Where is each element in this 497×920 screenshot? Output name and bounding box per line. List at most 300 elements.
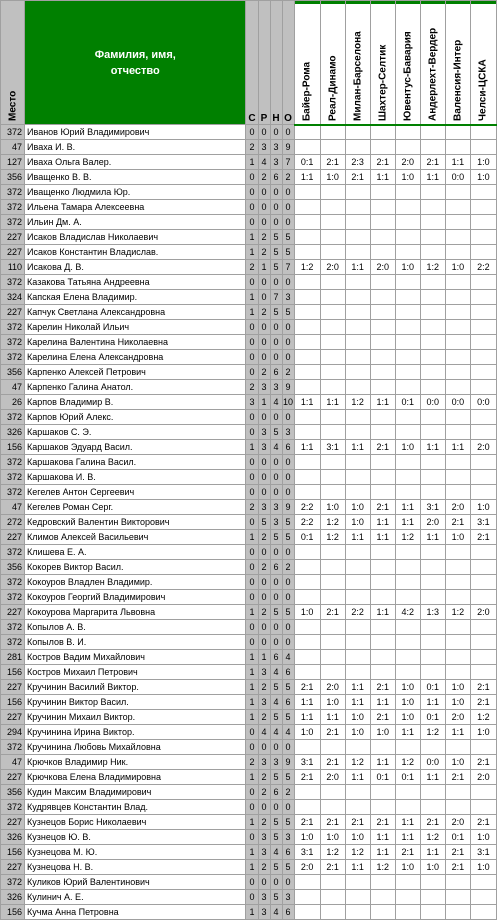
- score-cell: [320, 350, 345, 365]
- score-cell: 1:1: [420, 170, 445, 185]
- score-cell: 1:0: [294, 725, 320, 740]
- stat-cell: 1: [246, 245, 258, 260]
- score-cell: [345, 635, 370, 650]
- place-cell: 372: [1, 125, 25, 140]
- stat-cell: 1: [246, 860, 258, 875]
- stat-cell: 3: [258, 905, 270, 920]
- name-cell: Кегелев Антон Сергеевич: [25, 485, 246, 500]
- score-cell: [420, 620, 445, 635]
- score-cell: [345, 215, 370, 230]
- table-row: [1, 860, 497, 875]
- stat-cell: 6: [282, 440, 294, 455]
- name-cell: Кузнецова Н. В.: [25, 860, 246, 875]
- stat-cell: 5: [282, 860, 294, 875]
- place-cell: 294: [1, 725, 25, 740]
- score-cell: [420, 785, 445, 800]
- score-cell: [395, 455, 420, 470]
- header-accent-bar: [421, 1, 445, 4]
- stat-cell: 5: [270, 530, 282, 545]
- stat-cell: 6: [282, 845, 294, 860]
- score-cell: [420, 665, 445, 680]
- score-cell: 1:2: [370, 860, 395, 875]
- stat-cell: 3: [258, 440, 270, 455]
- stat-cell: 4: [270, 440, 282, 455]
- stat-cell: 4: [270, 395, 282, 410]
- stat-cell: 4: [282, 725, 294, 740]
- score-cell: [420, 365, 445, 380]
- header-stat-3: [282, 1, 294, 125]
- score-cell: 3:1: [470, 515, 496, 530]
- stat-cell: 0: [282, 200, 294, 215]
- stat-cell: 1: [258, 260, 270, 275]
- score-cell: [294, 410, 320, 425]
- score-cell: [345, 740, 370, 755]
- score-cell: [345, 320, 370, 335]
- score-cell: [370, 485, 395, 500]
- score-cell: 1:0: [445, 260, 470, 275]
- stat-cell: 0: [258, 620, 270, 635]
- score-cell: [370, 320, 395, 335]
- place-cell: 372: [1, 455, 25, 470]
- stat-cell: 0: [246, 620, 258, 635]
- place-cell: 156: [1, 440, 25, 455]
- stat-cell: 6: [270, 650, 282, 665]
- stat-cell: 3: [258, 830, 270, 845]
- score-cell: 2:0: [445, 815, 470, 830]
- score-cell: [395, 365, 420, 380]
- place-cell: 372: [1, 185, 25, 200]
- score-cell: [445, 875, 470, 890]
- stat-cell: 7: [282, 260, 294, 275]
- name-cell: Кузнецова М. Ю.: [25, 845, 246, 860]
- score-cell: [294, 245, 320, 260]
- score-cell: [345, 800, 370, 815]
- score-cell: [320, 185, 345, 200]
- score-cell: 3:1: [294, 845, 320, 860]
- stat-cell: 2: [258, 770, 270, 785]
- place-cell: 372: [1, 485, 25, 500]
- score-cell: [395, 350, 420, 365]
- stat-cell: 3: [258, 140, 270, 155]
- place-cell: 372: [1, 350, 25, 365]
- score-cell: [420, 230, 445, 245]
- table-row: [1, 320, 497, 335]
- stat-cell: 0: [270, 215, 282, 230]
- table-row: [1, 275, 497, 290]
- score-cell: [395, 425, 420, 440]
- score-cell: [320, 200, 345, 215]
- header-stat-label: С: [248, 113, 256, 124]
- score-cell: [294, 305, 320, 320]
- score-cell: [345, 380, 370, 395]
- name-cell: Кокоуров Владлен Владимир.: [25, 575, 246, 590]
- score-cell: [345, 125, 370, 140]
- score-cell: 0:1: [395, 395, 420, 410]
- stat-cell: 0: [246, 170, 258, 185]
- score-cell: [345, 620, 370, 635]
- stat-cell: 5: [282, 530, 294, 545]
- stat-cell: 0: [270, 800, 282, 815]
- stat-cell: 3: [258, 425, 270, 440]
- stat-cell: 0: [258, 875, 270, 890]
- stat-cell: 2: [258, 680, 270, 695]
- score-cell: 2:1: [320, 155, 345, 170]
- name-cell: Кулинич А. Е.: [25, 890, 246, 905]
- score-cell: 2:0: [370, 260, 395, 275]
- score-cell: 2:1: [370, 500, 395, 515]
- score-cell: 0:1: [294, 155, 320, 170]
- score-cell: [420, 470, 445, 485]
- score-cell: [320, 485, 345, 500]
- score-cell: [445, 245, 470, 260]
- stat-cell: 0: [258, 200, 270, 215]
- score-cell: [395, 875, 420, 890]
- score-cell: 2:1: [370, 815, 395, 830]
- score-cell: 2:1: [445, 860, 470, 875]
- score-cell: 2:1: [445, 515, 470, 530]
- score-cell: [445, 800, 470, 815]
- stat-cell: 6: [270, 560, 282, 575]
- stat-cell: 0: [246, 740, 258, 755]
- stat-cell: 0: [270, 275, 282, 290]
- score-cell: [445, 650, 470, 665]
- stat-cell: 5: [282, 230, 294, 245]
- stat-cell: 9: [282, 500, 294, 515]
- score-cell: 1:0: [395, 260, 420, 275]
- score-cell: [445, 590, 470, 605]
- score-cell: [470, 455, 496, 470]
- score-cell: [470, 275, 496, 290]
- score-cell: 2:1: [420, 155, 445, 170]
- score-cell: [370, 230, 395, 245]
- table-row: [1, 695, 497, 710]
- header-stat-label: О: [284, 113, 292, 124]
- stat-cell: 0: [282, 470, 294, 485]
- score-cell: [470, 470, 496, 485]
- name-cell: Исаков Константин Владислав.: [25, 245, 246, 260]
- score-cell: 2:1: [320, 860, 345, 875]
- place-cell: 372: [1, 335, 25, 350]
- place-cell: 372: [1, 275, 25, 290]
- stat-cell: 4: [270, 725, 282, 740]
- score-cell: [395, 905, 420, 920]
- score-cell: [320, 455, 345, 470]
- score-cell: [294, 800, 320, 815]
- header-match-2: [345, 1, 370, 125]
- stat-cell: 1: [258, 395, 270, 410]
- score-cell: [370, 290, 395, 305]
- score-cell: [445, 185, 470, 200]
- score-cell: [320, 560, 345, 575]
- score-cell: [395, 650, 420, 665]
- stat-cell: 0: [258, 800, 270, 815]
- name-cell: Ильин Дм. А.: [25, 215, 246, 230]
- score-cell: [370, 200, 395, 215]
- score-cell: [320, 590, 345, 605]
- header-place: [1, 1, 25, 125]
- stat-cell: 0: [270, 410, 282, 425]
- score-cell: [420, 650, 445, 665]
- stat-cell: 0: [246, 515, 258, 530]
- score-cell: [345, 875, 370, 890]
- score-cell: [445, 305, 470, 320]
- stat-cell: 0: [246, 455, 258, 470]
- stat-cell: 0: [258, 575, 270, 590]
- score-cell: 1:1: [445, 155, 470, 170]
- stat-cell: 3: [270, 155, 282, 170]
- stat-cell: 0: [258, 470, 270, 485]
- score-cell: [294, 890, 320, 905]
- header-accent-bar: [321, 1, 345, 4]
- score-cell: 1:1: [420, 695, 445, 710]
- header-match-label: Шахтер-Селтик: [377, 44, 389, 121]
- score-cell: [445, 455, 470, 470]
- score-cell: 1:2: [470, 710, 496, 725]
- place-cell: 372: [1, 875, 25, 890]
- score-cell: 1:1: [294, 170, 320, 185]
- score-cell: [445, 635, 470, 650]
- stat-cell: 3: [270, 755, 282, 770]
- score-cell: 1:2: [320, 530, 345, 545]
- stat-cell: 9: [282, 755, 294, 770]
- table-row: [1, 155, 497, 170]
- score-cell: [370, 185, 395, 200]
- stat-cell: 0: [258, 635, 270, 650]
- header-match-label: Реал-Динамо: [327, 55, 339, 121]
- table-row: [1, 425, 497, 440]
- stat-cell: 2: [258, 710, 270, 725]
- score-cell: [470, 635, 496, 650]
- score-cell: 2:1: [294, 815, 320, 830]
- place-cell: 372: [1, 740, 25, 755]
- stat-cell: 0: [258, 740, 270, 755]
- name-cell: Кучма Анна Петровна: [25, 905, 246, 920]
- name-cell: Иваха И. В.: [25, 140, 246, 155]
- score-cell: [345, 140, 370, 155]
- stat-cell: 2: [258, 785, 270, 800]
- stat-cell: 0: [258, 185, 270, 200]
- stat-cell: 5: [282, 245, 294, 260]
- score-cell: [395, 305, 420, 320]
- place-cell: 26: [1, 395, 25, 410]
- score-cell: [395, 185, 420, 200]
- score-cell: 3:1: [420, 500, 445, 515]
- header-match-6: [445, 1, 470, 125]
- score-cell: 1:1: [294, 710, 320, 725]
- name-cell: Каршаков Эдуард Васил.: [25, 440, 246, 455]
- score-cell: [370, 140, 395, 155]
- score-cell: [294, 140, 320, 155]
- score-cell: [420, 140, 445, 155]
- table-row: [1, 590, 497, 605]
- score-cell: 1:0: [320, 830, 345, 845]
- score-cell: [320, 785, 345, 800]
- header-match-5: [420, 1, 445, 125]
- stat-cell: 0: [270, 335, 282, 350]
- score-cell: 1:2: [445, 605, 470, 620]
- stat-cell: 0: [246, 335, 258, 350]
- score-cell: [294, 200, 320, 215]
- stat-cell: 7: [270, 290, 282, 305]
- name-cell: Кузнецов Ю. В.: [25, 830, 246, 845]
- name-cell: Исакова Д. В.: [25, 260, 246, 275]
- score-cell: [345, 560, 370, 575]
- stat-cell: 0: [282, 275, 294, 290]
- score-cell: [345, 425, 370, 440]
- score-cell: [470, 320, 496, 335]
- table-body: [1, 125, 497, 920]
- score-cell: [445, 380, 470, 395]
- stat-cell: 4: [258, 155, 270, 170]
- stat-cell: 1: [246, 290, 258, 305]
- stat-cell: 0: [270, 200, 282, 215]
- score-cell: [445, 335, 470, 350]
- place-cell: 47: [1, 380, 25, 395]
- place-cell: 47: [1, 500, 25, 515]
- score-cell: 1:1: [445, 440, 470, 455]
- score-cell: 2:1: [445, 770, 470, 785]
- name-cell: Ильена Тамара Алексеевна: [25, 200, 246, 215]
- score-cell: [320, 665, 345, 680]
- score-cell: 1:0: [294, 830, 320, 845]
- stat-cell: 0: [270, 635, 282, 650]
- score-cell: [370, 410, 395, 425]
- score-cell: 1:1: [294, 395, 320, 410]
- place-cell: 227: [1, 815, 25, 830]
- stat-cell: 0: [246, 875, 258, 890]
- header-match-4: [395, 1, 420, 125]
- score-cell: 2:1: [445, 845, 470, 860]
- score-cell: 0:0: [420, 395, 445, 410]
- table-row: [1, 755, 497, 770]
- score-cell: [470, 590, 496, 605]
- place-cell: 156: [1, 905, 25, 920]
- score-cell: [395, 665, 420, 680]
- score-cell: [395, 215, 420, 230]
- stat-cell: 6: [282, 695, 294, 710]
- score-cell: 2:1: [294, 770, 320, 785]
- score-cell: 0:0: [445, 395, 470, 410]
- name-cell: Карелина Елена Александровна: [25, 350, 246, 365]
- score-cell: [345, 410, 370, 425]
- stat-cell: 1: [246, 695, 258, 710]
- name-cell: Кудрявцев Константин Влад.: [25, 800, 246, 815]
- score-cell: [470, 650, 496, 665]
- header-stat-2: [270, 1, 282, 125]
- name-cell: Карелин Николай Ильич: [25, 320, 246, 335]
- name-cell: Костров Вадим Михайлович: [25, 650, 246, 665]
- place-cell: 372: [1, 590, 25, 605]
- score-cell: 1:1: [294, 695, 320, 710]
- score-cell: 1:1: [370, 605, 395, 620]
- score-cell: [345, 545, 370, 560]
- score-cell: [294, 560, 320, 575]
- name-cell: Кокоуров Георгий Владимирович: [25, 590, 246, 605]
- stat-cell: 2: [258, 245, 270, 260]
- score-cell: 3:1: [320, 440, 345, 455]
- score-cell: 2:2: [345, 605, 370, 620]
- table-row: [1, 380, 497, 395]
- place-cell: 47: [1, 140, 25, 155]
- score-cell: 2:3: [345, 155, 370, 170]
- name-cell: Кегелев Роман Серг.: [25, 500, 246, 515]
- stat-cell: 2: [258, 305, 270, 320]
- place-cell: 127: [1, 155, 25, 170]
- score-cell: [445, 620, 470, 635]
- score-cell: [320, 470, 345, 485]
- table-row: [1, 290, 497, 305]
- score-cell: 2:0: [470, 440, 496, 455]
- stat-cell: 5: [270, 860, 282, 875]
- stat-cell: 0: [258, 590, 270, 605]
- score-cell: 2:1: [370, 155, 395, 170]
- score-cell: [320, 620, 345, 635]
- stat-cell: 0: [258, 455, 270, 470]
- score-cell: [294, 125, 320, 140]
- stat-cell: 2: [258, 605, 270, 620]
- stat-cell: 5: [270, 710, 282, 725]
- stat-cell: 1: [246, 770, 258, 785]
- score-cell: [470, 875, 496, 890]
- score-cell: 1:2: [395, 755, 420, 770]
- score-cell: 2:0: [445, 710, 470, 725]
- place-cell: 227: [1, 305, 25, 320]
- table-row: [1, 365, 497, 380]
- stat-cell: 0: [270, 740, 282, 755]
- name-cell: Карпенко Галина Анатол.: [25, 380, 246, 395]
- score-cell: [370, 785, 395, 800]
- score-cell: [370, 620, 395, 635]
- score-cell: [320, 245, 345, 260]
- name-cell: Капская Елена Владимир.: [25, 290, 246, 305]
- score-cell: [420, 545, 445, 560]
- stat-cell: 0: [246, 485, 258, 500]
- score-cell: [445, 230, 470, 245]
- header-match-3: [370, 1, 395, 125]
- place-cell: 372: [1, 575, 25, 590]
- name-cell: Климов Алексей Васильевич: [25, 530, 246, 545]
- score-cell: 1:0: [470, 860, 496, 875]
- stat-cell: 0: [282, 485, 294, 500]
- table-row: [1, 560, 497, 575]
- table-row: [1, 830, 497, 845]
- stat-cell: 0: [246, 785, 258, 800]
- stat-cell: 0: [246, 320, 258, 335]
- header-match-label: Андерлехт-Вердер: [427, 27, 439, 121]
- score-cell: [445, 410, 470, 425]
- table-row: [1, 410, 497, 425]
- table-row: [1, 890, 497, 905]
- stat-cell: 5: [282, 710, 294, 725]
- stat-cell: 7: [282, 155, 294, 170]
- stat-cell: 2: [258, 530, 270, 545]
- table-row: [1, 485, 497, 500]
- table-row: [1, 725, 497, 740]
- header-stat-label: Н: [272, 113, 280, 124]
- score-cell: [420, 560, 445, 575]
- name-cell: Куликов Юрий Валентинович: [25, 875, 246, 890]
- score-cell: 1:1: [370, 170, 395, 185]
- name-cell: Карпов Владимир В.: [25, 395, 246, 410]
- score-cell: 1:2: [420, 260, 445, 275]
- score-cell: [470, 125, 496, 140]
- score-cell: 1:0: [395, 710, 420, 725]
- score-cell: [420, 335, 445, 350]
- stat-cell: 3: [258, 500, 270, 515]
- score-cell: [420, 875, 445, 890]
- name-cell: Костров Михаил Петрович: [25, 665, 246, 680]
- score-cell: 2:1: [370, 680, 395, 695]
